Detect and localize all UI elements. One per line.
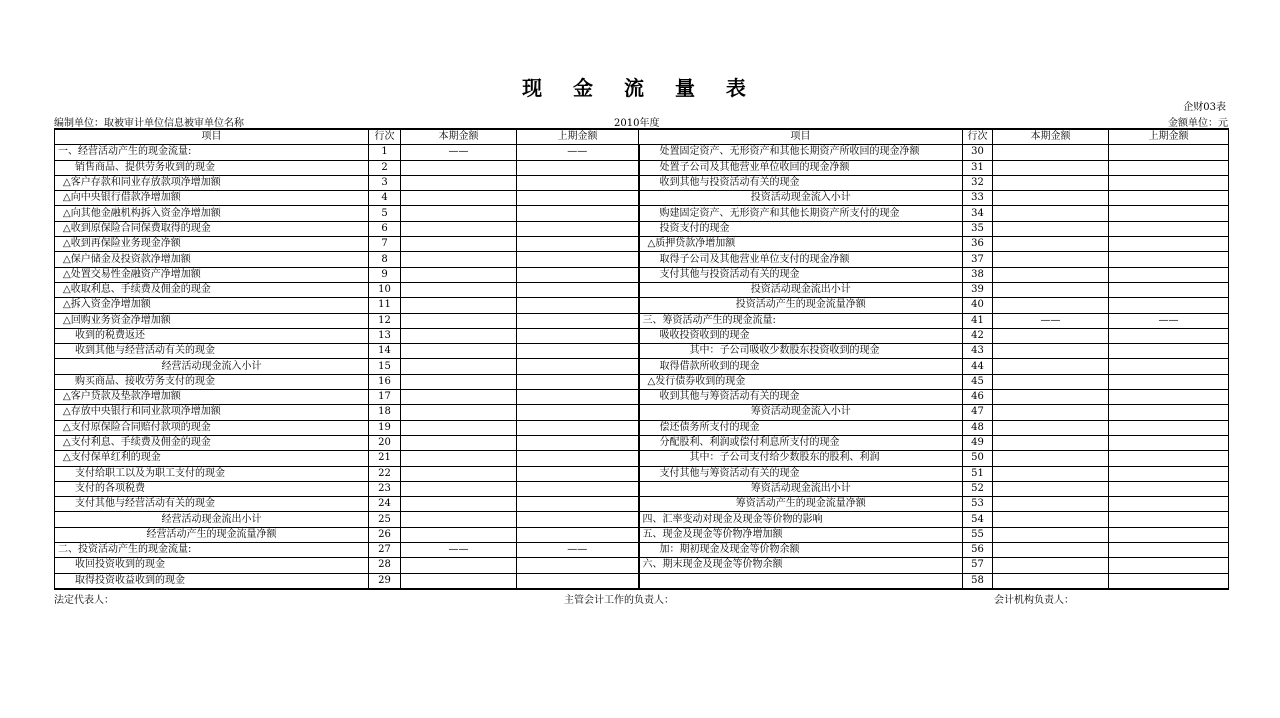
table-row <box>55 344 1229 359</box>
row-item-label: 分配股利、利润或偿付利息所支付的现金 <box>639 435 963 450</box>
row-line-number: 48 <box>963 420 993 435</box>
row-current-amount <box>401 374 517 389</box>
row-item-label: △支付原保险合同赔付款项的现金 <box>55 420 369 435</box>
row-current-amount <box>993 420 1109 435</box>
row-line-number: 16 <box>369 374 401 389</box>
row-current-amount <box>401 328 517 343</box>
row-previous-amount <box>1109 344 1229 359</box>
header-previous-left: 上期金额 <box>517 129 639 145</box>
row-current-amount <box>993 328 1109 343</box>
row-item-label: 投资支付的现金 <box>639 221 963 236</box>
row-line-number: 11 <box>369 298 401 313</box>
row-line-number: 41 <box>963 313 993 328</box>
row-previous-amount <box>1109 374 1229 389</box>
legal-representative-label: 法定代表人： <box>54 595 114 606</box>
row-current-amount <box>401 405 517 420</box>
row-item-label: 收到其他与投资活动有关的现金 <box>639 175 963 190</box>
row-previous-amount <box>1109 267 1229 282</box>
row-current-amount <box>993 374 1109 389</box>
row-previous-amount <box>1109 405 1229 420</box>
table-row <box>55 451 1229 466</box>
row-current-amount <box>993 512 1109 527</box>
row-previous-amount <box>1109 252 1229 267</box>
row-previous-amount <box>1109 359 1229 374</box>
header-line-left: 行次 <box>369 129 401 145</box>
report-year: 2010年度 <box>614 118 660 129</box>
row-current-amount <box>993 206 1109 221</box>
row-current-amount <box>993 558 1109 573</box>
row-line-number: 13 <box>369 328 401 343</box>
row-line-number: 49 <box>963 435 993 450</box>
row-previous-amount <box>1109 145 1229 160</box>
row-current-amount <box>993 435 1109 450</box>
row-item-label: 投资活动产生的现金流量净额 <box>639 298 963 313</box>
table-row <box>55 374 1229 389</box>
header-line-right: 行次 <box>963 129 993 145</box>
row-line-number: 28 <box>369 558 401 573</box>
row-current-amount <box>993 160 1109 175</box>
row-current-amount <box>993 221 1109 236</box>
row-item-label: 二、投资活动产生的现金流量: <box>55 543 369 558</box>
row-previous-amount <box>517 160 639 175</box>
row-current-amount <box>401 221 517 236</box>
row-item-label: △支付利息、手续费及佣金的现金 <box>55 435 369 450</box>
row-previous-amount <box>1109 497 1229 512</box>
row-current-amount <box>401 313 517 328</box>
row-item-label: 经营活动现金流出小计 <box>55 512 369 527</box>
row-previous-amount <box>517 221 639 236</box>
row-item-label: △支付保单红利的现金 <box>55 451 369 466</box>
row-item-label: 取得子公司及其他营业单位支付的现金净额 <box>639 252 963 267</box>
row-current-amount <box>401 451 517 466</box>
row-item-label: △质押贷款净增加额 <box>639 237 963 252</box>
row-previous-amount: —— <box>1109 313 1229 328</box>
row-line-number: 5 <box>369 206 401 221</box>
row-line-number: 32 <box>963 175 993 190</box>
row-current-amount <box>993 466 1109 481</box>
row-line-number: 12 <box>369 313 401 328</box>
row-line-number: 50 <box>963 451 993 466</box>
row-current-amount <box>993 344 1109 359</box>
row-current-amount: —— <box>401 543 517 558</box>
row-line-number: 20 <box>369 435 401 450</box>
row-item-label: 偿还债务所支付的现金 <box>639 420 963 435</box>
row-previous-amount <box>517 420 639 435</box>
table-row <box>55 267 1229 282</box>
row-previous-amount <box>1109 451 1229 466</box>
row-line-number: 38 <box>963 267 993 282</box>
table-row <box>55 573 1229 589</box>
row-previous-amount: —— <box>517 543 639 558</box>
row-line-number: 36 <box>963 237 993 252</box>
table-row <box>55 298 1229 313</box>
row-item-label: 六、期末现金及现金等价物余额 <box>639 558 963 573</box>
row-current-amount <box>993 298 1109 313</box>
row-current-amount <box>401 191 517 206</box>
row-item-label: 其中：子公司支付给少数股东的股利、利润 <box>639 451 963 466</box>
row-item-label <box>639 573 963 589</box>
row-line-number: 33 <box>963 191 993 206</box>
row-current-amount <box>401 558 517 573</box>
row-line-number: 2 <box>369 160 401 175</box>
accounting-head-label: 主管会计工作的负责人： <box>564 595 674 606</box>
table-row <box>55 497 1229 512</box>
row-current-amount <box>993 543 1109 558</box>
row-item-label: 购买商品、接收劳务支付的现金 <box>55 374 369 389</box>
row-line-number: 47 <box>963 405 993 420</box>
row-previous-amount <box>1109 527 1229 542</box>
row-current-amount <box>401 237 517 252</box>
row-previous-amount <box>517 512 639 527</box>
row-line-number: 57 <box>963 558 993 573</box>
page-title: 现 金 流 量 表 <box>522 76 758 100</box>
row-line-number: 7 <box>369 237 401 252</box>
row-previous-amount <box>1109 466 1229 481</box>
row-previous-amount <box>517 497 639 512</box>
row-current-amount: —— <box>401 145 517 160</box>
row-current-amount <box>993 282 1109 297</box>
row-previous-amount <box>1109 420 1229 435</box>
row-item-label: 收到的税费返还 <box>55 328 369 343</box>
row-line-number: 23 <box>369 481 401 496</box>
row-line-number: 29 <box>369 573 401 589</box>
row-item-label: 购建固定资产、无形资产和其他长期资产所支付的现金 <box>639 206 963 221</box>
row-previous-amount <box>517 175 639 190</box>
form-number: 企财03表 <box>1183 102 1226 113</box>
row-previous-amount <box>1109 160 1229 175</box>
row-item-label: △回购业务资金净增加额 <box>55 313 369 328</box>
row-item-label: △拆入资金净增加额 <box>55 298 369 313</box>
table-row <box>55 175 1229 190</box>
row-previous-amount <box>517 451 639 466</box>
row-item-label: 支付其他与投资活动有关的现金 <box>639 267 963 282</box>
row-line-number: 22 <box>369 466 401 481</box>
row-line-number: 37 <box>963 252 993 267</box>
row-line-number: 18 <box>369 405 401 420</box>
row-line-number: 8 <box>369 252 401 267</box>
row-item-label: 三、筹资活动产生的现金流量: <box>639 313 963 328</box>
row-line-number: 24 <box>369 497 401 512</box>
header-previous-right: 上期金额 <box>1109 129 1229 145</box>
row-previous-amount <box>1109 191 1229 206</box>
row-item-label: 收到其他与筹资活动有关的现金 <box>639 390 963 405</box>
row-line-number: 53 <box>963 497 993 512</box>
row-line-number: 58 <box>963 573 993 589</box>
row-item-label: 其中：子公司吸收少数股东投资收到的现金 <box>639 344 963 359</box>
row-line-number: 19 <box>369 420 401 435</box>
table-row <box>55 282 1229 297</box>
row-item-label: 销售商品、提供劳务收到的现金 <box>55 160 369 175</box>
row-line-number: 9 <box>369 267 401 282</box>
row-previous-amount <box>1109 221 1229 236</box>
table-row <box>55 206 1229 221</box>
row-previous-amount <box>517 390 639 405</box>
row-current-amount <box>401 481 517 496</box>
row-item-label: 处置子公司及其他营业单位收回的现金净额 <box>639 160 963 175</box>
table-row <box>55 313 1229 328</box>
table-row <box>55 420 1229 435</box>
row-current-amount <box>993 405 1109 420</box>
row-current-amount <box>401 298 517 313</box>
row-line-number: 4 <box>369 191 401 206</box>
header-item-right: 项目 <box>639 129 963 145</box>
row-line-number: 43 <box>963 344 993 359</box>
agency-head-label: 会计机构负责人： <box>994 595 1074 606</box>
row-previous-amount <box>517 282 639 297</box>
row-current-amount <box>993 390 1109 405</box>
table-row <box>55 160 1229 175</box>
row-line-number: 54 <box>963 512 993 527</box>
row-line-number: 55 <box>963 527 993 542</box>
row-current-amount <box>993 481 1109 496</box>
row-line-number: 10 <box>369 282 401 297</box>
report-meta <box>54 114 1228 128</box>
row-current-amount <box>401 206 517 221</box>
row-previous-amount <box>517 206 639 221</box>
row-current-amount <box>401 175 517 190</box>
row-line-number: 30 <box>963 145 993 160</box>
row-line-number: 31 <box>963 160 993 175</box>
signature-footer <box>54 591 1228 605</box>
row-item-label: 处置固定资产、无形资产和其他长期资产所收回的现金净额 <box>639 145 963 160</box>
row-line-number: 39 <box>963 282 993 297</box>
row-line-number: 35 <box>963 221 993 236</box>
row-current-amount <box>993 573 1109 589</box>
row-line-number: 17 <box>369 390 401 405</box>
row-item-label: 支付给职工以及为职工支付的现金 <box>55 466 369 481</box>
row-item-label: △收到再保险业务现金净额 <box>55 237 369 252</box>
row-previous-amount <box>517 313 639 328</box>
row-line-number: 14 <box>369 344 401 359</box>
row-item-label: 取得投资收益收到的现金 <box>55 573 369 589</box>
row-current-amount <box>401 435 517 450</box>
row-previous-amount <box>517 191 639 206</box>
table-row <box>55 237 1229 252</box>
row-line-number: 6 <box>369 221 401 236</box>
header-current-left: 本期金额 <box>401 129 517 145</box>
row-current-amount <box>401 466 517 481</box>
row-line-number: 1 <box>369 145 401 160</box>
row-line-number: 21 <box>369 451 401 466</box>
table-row <box>55 359 1229 374</box>
row-previous-amount: —— <box>517 145 639 160</box>
row-previous-amount <box>1109 573 1229 589</box>
row-item-label: 一、经营活动产生的现金流量: <box>55 145 369 160</box>
row-current-amount <box>401 359 517 374</box>
row-line-number: 51 <box>963 466 993 481</box>
row-previous-amount <box>517 466 639 481</box>
row-previous-amount <box>1109 206 1229 221</box>
table-row <box>55 512 1229 527</box>
row-line-number: 52 <box>963 481 993 496</box>
row-item-label: 经营活动产生的现金流量净额 <box>55 527 369 542</box>
row-previous-amount <box>1109 175 1229 190</box>
row-previous-amount <box>1109 543 1229 558</box>
row-current-amount <box>993 359 1109 374</box>
row-item-label: 筹资活动产生的现金流量净额 <box>639 497 963 512</box>
row-line-number: 45 <box>963 374 993 389</box>
row-item-label: 支付的各项税费 <box>55 481 369 496</box>
header-current-right: 本期金额 <box>993 129 1109 145</box>
row-item-label: △保户储金及投资款净增加额 <box>55 252 369 267</box>
row-previous-amount <box>517 237 639 252</box>
row-item-label: 支付其他与筹资活动有关的现金 <box>639 466 963 481</box>
row-current-amount <box>401 497 517 512</box>
table-row <box>55 405 1229 420</box>
row-item-label: 经营活动现金流入小计 <box>55 359 369 374</box>
row-previous-amount <box>1109 512 1229 527</box>
row-item-label: 四、汇率变动对现金及现金等价物的影响 <box>639 512 963 527</box>
row-item-label: 筹资活动现金流出小计 <box>639 481 963 496</box>
row-line-number: 26 <box>369 527 401 542</box>
row-previous-amount <box>1109 558 1229 573</box>
row-line-number: 15 <box>369 359 401 374</box>
table-row <box>55 191 1229 206</box>
row-previous-amount <box>517 573 639 589</box>
row-item-label: 收回投资收到的现金 <box>55 558 369 573</box>
row-item-label: △处置交易性金融资产净增加额 <box>55 267 369 282</box>
row-previous-amount <box>517 558 639 573</box>
row-item-label: △向其他金融机构拆入资金净增加额 <box>55 206 369 221</box>
row-line-number: 46 <box>963 390 993 405</box>
row-current-amount <box>401 527 517 542</box>
row-item-label: 五、现金及现金等价物净增加额 <box>639 527 963 542</box>
row-item-label: 投资活动现金流入小计 <box>639 191 963 206</box>
row-line-number: 40 <box>963 298 993 313</box>
table-row <box>55 390 1229 405</box>
row-item-label: △向中央银行借款净增加额 <box>55 191 369 206</box>
row-previous-amount <box>517 435 639 450</box>
row-line-number: 27 <box>369 543 401 558</box>
cash-flow-table <box>54 128 1229 590</box>
row-item-label: △存放中央银行和同业款项净增加额 <box>55 405 369 420</box>
row-current-amount <box>993 527 1109 542</box>
row-item-label: △客户贷款及垫款净增加额 <box>55 390 369 405</box>
row-previous-amount <box>1109 435 1229 450</box>
row-current-amount <box>401 390 517 405</box>
row-line-number: 3 <box>369 175 401 190</box>
table-row <box>55 252 1229 267</box>
row-line-number: 34 <box>963 206 993 221</box>
row-line-number: 42 <box>963 328 993 343</box>
table-row <box>55 558 1229 573</box>
row-previous-amount <box>1109 282 1229 297</box>
reporting-entity: 编制单位：取被审计单位信息被审单位名称 <box>54 118 244 129</box>
table-row <box>55 221 1229 236</box>
row-current-amount <box>401 160 517 175</box>
row-item-label: △客户存款和同业存放款项净增加额 <box>55 175 369 190</box>
table-row <box>55 481 1229 496</box>
row-previous-amount <box>517 328 639 343</box>
row-item-label: 收到其他与经营活动有关的现金 <box>55 344 369 359</box>
row-line-number: 25 <box>369 512 401 527</box>
row-current-amount <box>401 420 517 435</box>
row-item-label: 吸收投资收到的现金 <box>639 328 963 343</box>
row-current-amount <box>993 451 1109 466</box>
row-line-number: 56 <box>963 543 993 558</box>
row-previous-amount <box>1109 298 1229 313</box>
row-previous-amount <box>1109 328 1229 343</box>
table-row <box>55 527 1229 542</box>
row-current-amount: —— <box>993 313 1109 328</box>
header-item-left: 项目 <box>55 129 369 145</box>
row-previous-amount <box>1109 237 1229 252</box>
row-item-label: 筹资活动现金流入小计 <box>639 405 963 420</box>
row-previous-amount <box>1109 390 1229 405</box>
row-item-label: 投资活动现金流出小计 <box>639 282 963 297</box>
table-row <box>55 466 1229 481</box>
row-current-amount <box>993 267 1109 282</box>
row-current-amount <box>401 344 517 359</box>
row-current-amount <box>401 267 517 282</box>
row-current-amount <box>401 282 517 297</box>
row-previous-amount <box>517 344 639 359</box>
row-previous-amount <box>517 527 639 542</box>
row-item-label: △收取利息、手续费及佣金的现金 <box>55 282 369 297</box>
row-item-label: 取得借款所收到的现金 <box>639 359 963 374</box>
row-previous-amount <box>517 267 639 282</box>
row-current-amount <box>993 237 1109 252</box>
row-item-label: 加：期初现金及现金等价物余额 <box>639 543 963 558</box>
row-item-label: △收到原保险合同保费取得的现金 <box>55 221 369 236</box>
row-item-label: 支付其他与经营活动有关的现金 <box>55 497 369 512</box>
table-row <box>55 145 1229 160</box>
row-line-number: 44 <box>963 359 993 374</box>
row-previous-amount <box>517 405 639 420</box>
row-item-label: △发行债券收到的现金 <box>639 374 963 389</box>
row-current-amount <box>993 497 1109 512</box>
row-current-amount <box>401 252 517 267</box>
table-row <box>55 328 1229 343</box>
row-previous-amount <box>517 252 639 267</box>
row-previous-amount <box>1109 481 1229 496</box>
row-current-amount <box>993 175 1109 190</box>
row-previous-amount <box>517 481 639 496</box>
row-current-amount <box>401 512 517 527</box>
currency-unit: 金额单位：元 <box>1168 118 1228 129</box>
table-header-row <box>55 129 1229 145</box>
table-row <box>55 435 1229 450</box>
table-row <box>55 543 1229 558</box>
row-previous-amount <box>517 298 639 313</box>
row-current-amount <box>993 252 1109 267</box>
row-current-amount <box>993 191 1109 206</box>
row-previous-amount <box>517 359 639 374</box>
row-current-amount <box>993 145 1109 160</box>
row-current-amount <box>401 573 517 589</box>
row-previous-amount <box>517 374 639 389</box>
